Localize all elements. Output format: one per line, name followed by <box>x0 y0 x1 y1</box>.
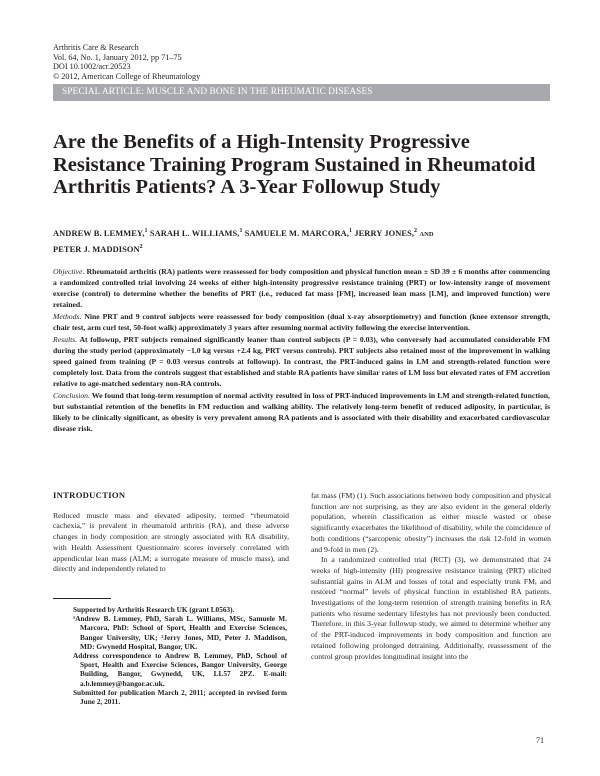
footnote-funding: Supported by Arthritis Research UK (grant L0563). <box>73 605 235 614</box>
author: JERRY JONES, <box>354 228 415 238</box>
intro-paragraph: fat mass (FM) (1). Such associations between body composition and physical function are not surprising, as they are also evident in the general elderly population, wherein classification as either muscle wasted or obese significantly exacerbates the likelihood of disability, while the coincidence of both conditions (“sarcopenic obesity”) increases the risk 12-fold in women and 9-fold in men (2). <box>311 491 551 554</box>
abstract-methods <box>53 311 550 333</box>
abstract <box>53 266 550 435</box>
affiliation-mark: 1 <box>349 228 353 234</box>
journal-doi: DOI 10.1002/acr.20523 <box>53 62 131 72</box>
left-column <box>53 490 289 575</box>
abstract-objective <box>53 266 550 310</box>
affiliation-mark: 2 <box>139 243 143 250</box>
abstract-label: Results. <box>53 335 78 344</box>
footnote-correspondence: Address correspondence to Andrew B. Lemmey, PhD, School of Sport, Health and Exercise Sciences, Bangor University, George Building, Bangor, Gwynedd, UK, LL57 2PZ. E-mail: a.b.lemmey@bangor.ac.uk. <box>73 651 287 688</box>
abstract-results <box>53 334 550 389</box>
author: ANDREW B. LEMMEY, <box>53 228 145 238</box>
article-title: Are the Benefits of a High-Intensity Progressive Resistance Training Program Sustained in Rheumatoid Arthritis Patients? A 3-Year Followup Study <box>53 131 536 198</box>
abstract-label: Objective. <box>53 267 85 276</box>
journal-name: Arthritis Care & Research <box>53 43 139 52</box>
intro-heading: INTRODUCTION <box>53 490 126 500</box>
journal-info <box>53 43 200 81</box>
journal-copyright: © 2012, American College of Rheumatology <box>53 71 201 81</box>
author: SARAH L. WILLIAMS, <box>149 228 240 238</box>
footnotes <box>73 605 287 706</box>
footnote-dates: Submitted for publication March 2, 2011; accepted in revised form June 2, 2011. <box>73 687 287 707</box>
intro-paragraph: In a randomized controlled trial (RCT) (3), we demonstrated that 24 weeks of high-intensity (HI) progressive resistance training (PRT) elicited substantial gains in ALM and losses of total and especially trunk FM, and restored “normal” levels of physical function in established RA patients. Investigations of the long-term retention of strength training benefits in RA patients who resume sedentary lifestyles has not previously been conducted. Therefore, in this 3-year followup study, we aimed to determine whether any of the PRT-induced improvements in body composition and function are retained following prolonged detraining. Additionally, reassessment of the control group provides longitudinal insight into the <box>311 555 551 661</box>
footnote-rule <box>53 598 111 599</box>
abstract-conclusion <box>53 390 550 434</box>
author-and: AND <box>419 230 434 238</box>
section-banner: SPECIAL ARTICLE: MUSCLE AND BONE IN THE RHEUMATIC DISEASES <box>53 84 550 101</box>
intro-paragraph: Reduced muscle mass and elevated adiposity, termed “rheumatoid cachexia,” is prevalent in rheumatoid arthritis (RA), and these adverse changes in body composition are strongly associated with RA disability, with Health Assessment Questionnaire scores inversely correlated with appendicular lean mass (ALM; a surrogate measure of muscle mass), and directly and independently related to <box>53 510 289 574</box>
abstract-text: At followup, PRT subjects remained significantly leaner than control subjects (P = 0.03), who conversely had accumulated considerable FM during the study period (approximately −1.0 kg versus +2.4 kg, PRT versus controls). PRT subjects also retained most of the improvement in walking speed gained from training (P = 0.03 versus controls at followup). In contrast, the PRT-induced gains in LM and strength-related function were completely lost. Data from the controls suggest that established and stable RA patients have similar rates of LM loss but elevated rates of FM accretion relative to age-matched sedentary non-RA controls. <box>53 335 550 388</box>
page-number: 71 <box>536 736 544 745</box>
footnote-affiliations: ¹Andrew B. Lemmey, PhD, Sarah L. Williams, MSc, Samuele M. Marcora, PhD: School of Sport, Health and Exercise Sciences, Bangor University, UK; ²Jerry Jones, MD, Peter J. Maddison, MD: Gwynedd Hospital, Bangor, UK. <box>73 614 287 651</box>
author: PETER J. MADDISON <box>53 244 140 254</box>
author: SAMUELE M. MARCORA, <box>244 228 350 238</box>
abstract-label: Conclusion. <box>53 391 90 400</box>
abstract-text: Rheumatoid arthritis (RA) patients were reassessed for body composition and physical function mean ± SD 39 ± 6 months after commencing a randomized controlled trial involving 24 weeks of either high-intensity progressive resistance training (PRT) or low-intensity range of movement exercise (control) to determine whether the benefits of PRT (i.e., reduced fat mass [FM], increased lean mass [LM], and improved function) were retained. <box>53 267 551 309</box>
abstract-text: We found that long-term resumption of normal activity resulted in loss of PRT-induced improvements in LM and strength-related function, but substantial retention of the benefits in FM reduction and walking ability. The relatively long-term benefit of reduced adiposity, in particular, is likely to be clinically significant, as obesity is very prevalent among RA patients and is associated with their disability and exacerbated cardiovascular disease risk. <box>53 391 550 433</box>
affiliation-mark: 1 <box>144 228 148 234</box>
right-column <box>311 491 551 662</box>
abstract-text: Nine PRT and 9 control subjects were reassessed for body composition (dual x-ray absorptiometry) and function (knee extensor strength, chair test, arm curl test, 50-foot walk) approximately 3 years after resuming normal activity following the exercise intervention. <box>53 312 551 332</box>
author-list <box>53 225 553 256</box>
affiliation-mark: 1 <box>239 228 243 234</box>
affiliation-mark: 2 <box>414 228 418 234</box>
journal-volume: Vol. 64, No. 1, January 2012, pp 71–75 <box>53 52 182 62</box>
abstract-label: Methods. <box>53 312 82 321</box>
